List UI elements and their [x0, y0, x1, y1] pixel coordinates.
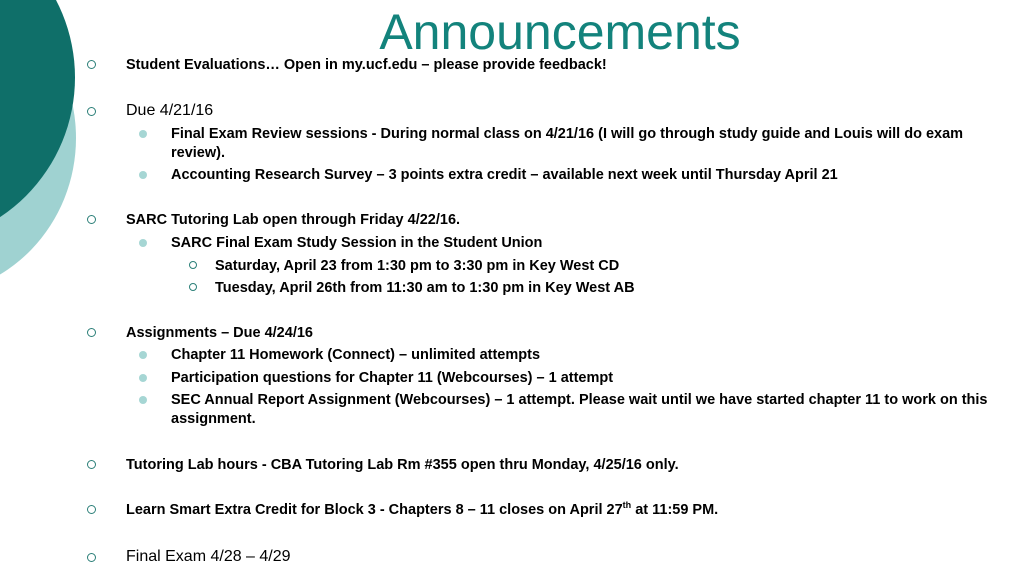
- list-item-ch11-homework: Chapter 11 Homework (Connect) – unlimited attempts: [171, 347, 541, 363]
- ring-bullet-icon: [87, 328, 96, 337]
- learnsmart-text-end: at 11:59 PM.: [631, 502, 719, 518]
- learnsmart-superscript: th: [622, 500, 632, 511]
- ring-bullet-icon: [87, 60, 96, 69]
- list-item-evaluations: Student Evaluations… Open in my.ucf.edu – please provide feedback!: [126, 57, 607, 73]
- list-item-learnsmart: [126, 501, 718, 519]
- list-item-tuesday: Tuesday, April 26th from 11:30 am to 1:30 pm in Key West AB: [215, 280, 635, 296]
- list-item-saturday: Saturday, April 23 from 1:30 pm to 3:30 pm in Key West CD: [215, 258, 620, 274]
- ring-bullet-icon: [87, 215, 96, 224]
- list-item-review-sessions: Final Exam Review sessions - During normal class on 4/21/16 (I will go through study guide and Louis will do exam review).: [171, 126, 964, 161]
- list-item-survey: Accounting Research Survey – 3 points extra credit – available next week until Thursday April 21: [171, 167, 838, 183]
- ring-bullet-icon: [87, 505, 96, 514]
- list-item-final-exam: Final Exam 4/28 – 4/29: [126, 548, 291, 565]
- dot-bullet-icon: [139, 171, 147, 179]
- slide-title: Announcements: [379, 4, 741, 60]
- list-item-tutoring-hours: Tutoring Lab hours - CBA Tutoring Lab Rm #355 open thru Monday, 4/25/16 only.: [126, 457, 679, 473]
- ring-bullet-icon: [87, 107, 96, 116]
- dot-bullet-icon: [139, 130, 147, 138]
- list-item-sarc: SARC Tutoring Lab open through Friday 4/22/16.: [126, 212, 461, 228]
- ring-bullet-icon: [189, 283, 197, 291]
- list-item-sarc-session: SARC Final Exam Study Session in the Student Union: [171, 235, 543, 251]
- list-item-assignments: Assignments – Due 4/24/16: [126, 325, 313, 341]
- dot-bullet-icon: [139, 239, 147, 247]
- dot-bullet-icon: [139, 351, 147, 359]
- dot-bullet-icon: [139, 374, 147, 382]
- list-item-due-heading: Due 4/21/16: [126, 102, 214, 119]
- learnsmart-text: Learn Smart Extra Credit for Block 3 - Chapters 8 – 11 closes on April 27: [126, 502, 623, 518]
- ring-bullet-icon: [87, 460, 96, 469]
- list-item-sec-report: SEC Annual Report Assignment (Webcourses) – 1 attempt. Please wait until we have started chapter 11 to work on this assignment.: [171, 392, 988, 427]
- ring-bullet-icon: [189, 261, 197, 269]
- ring-bullet-icon: [87, 553, 96, 562]
- dot-bullet-icon: [139, 396, 147, 404]
- list-item-participation: Participation questions for Chapter 11 (Webcourses) – 1 attempt: [171, 370, 614, 386]
